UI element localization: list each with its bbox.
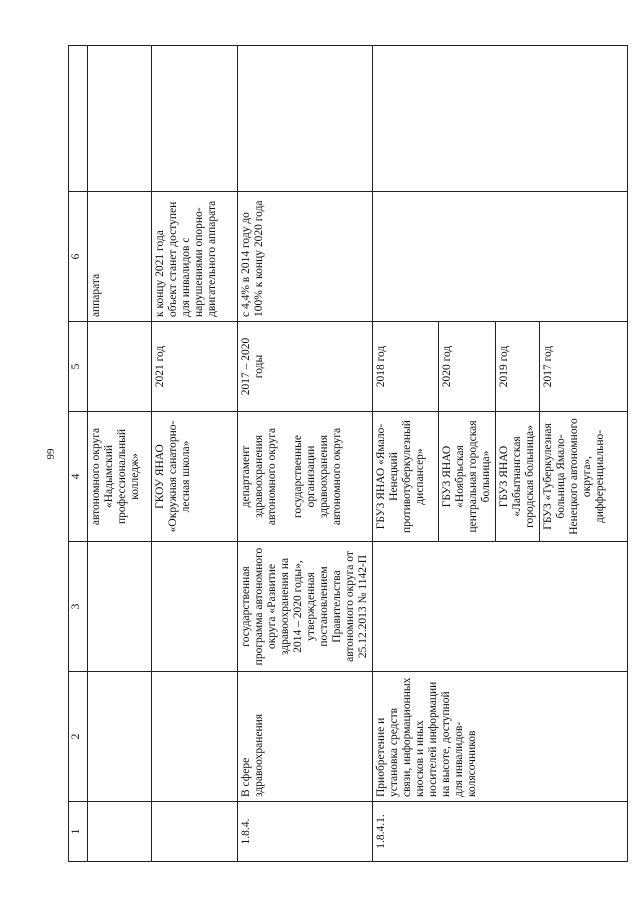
- table-header-row: [69, 46, 88, 862]
- cell-term: 2020 год: [439, 322, 496, 412]
- cell-term: [88, 322, 152, 412]
- cell-measure: В сфере здравоохранения: [238, 672, 373, 802]
- cell-document: [88, 542, 152, 672]
- cell-empty: [373, 46, 628, 192]
- cell-number: [152, 802, 238, 862]
- cell-term: 2017 год: [540, 322, 628, 412]
- cell-result: [373, 192, 628, 322]
- cell-empty: [88, 46, 152, 192]
- cell-term: 2019 год: [496, 322, 540, 412]
- cell-executor: ГБУЗ «Туберкулезная больница Ямало-Ненецкого автономного округа», дифференциально-: [540, 412, 628, 542]
- cell-executor: ГКОУ ЯНАО «Окружная санаторно-лесная школа»: [152, 412, 238, 542]
- cell-document: государственная программа автономного округа «Развитие здравоохранения на 2014 – 2020 годы», утвержденная постановлением Правительства автономного округа от 25.12.2013 № 1142-П: [238, 542, 373, 672]
- table-row: [373, 46, 439, 862]
- cell-number: 1.8.4.1.: [373, 802, 628, 862]
- cell-number: [88, 802, 152, 862]
- cell-result: к концу 2021 года объект станет доступен для инвалидов с нарушениями опорно-двигательного аппарата: [152, 192, 238, 322]
- header-cell-1: 1: [69, 802, 88, 862]
- header-cell-4: 4: [69, 412, 88, 542]
- page-number: 99: [45, 448, 57, 460]
- cell-executor: ГБУЗ ЯНАО «Лабытнангская городская больница»: [496, 412, 540, 542]
- header-cell-2: 2: [69, 672, 88, 802]
- cell-executor: департамент здравоохранения автономного округа государственные организации здравоохранения автономного округа: [238, 412, 373, 542]
- cell-measure: [88, 672, 152, 802]
- table-row: [88, 46, 152, 862]
- cell-document: [373, 542, 628, 672]
- cell-result: аппарата: [88, 192, 152, 322]
- cell-executor: ГБУЗ ЯНАО «Ямало-Ненецкий противотуберкулезный диспансер»: [373, 412, 439, 542]
- cell-document: [152, 542, 238, 672]
- cell-result: с 4,4% в 2014 году до 100% к концу 2020 года: [238, 192, 373, 322]
- table-wrapper: [68, 46, 618, 862]
- measures-table: [68, 45, 628, 862]
- header-cell-5: 5: [69, 322, 88, 412]
- cell-term: 2018 год: [373, 322, 439, 412]
- header-cell-7: [69, 46, 88, 192]
- cell-empty: [152, 46, 238, 192]
- header-cell-6: 6: [69, 192, 88, 322]
- cell-term: 2017 – 2020 годы: [238, 322, 373, 412]
- cell-term: 2021 год: [152, 322, 238, 412]
- cell-executor: автономного округа «Надымский профессиональный колледж»: [88, 412, 152, 542]
- cell-executor: ГБУЗ ЯНАО «Ноябрьская центральная городская больница»: [439, 412, 496, 542]
- cell-number: 1.8.4.: [238, 802, 373, 862]
- cell-measure: Приобретение и установка средств связи, информационных киосков и иных носителей информации на высоте, доступной для инвалидов-колясочников: [373, 672, 628, 802]
- header-cell-3: 3: [69, 542, 88, 672]
- table-row: [152, 46, 238, 862]
- table-row: [238, 46, 373, 862]
- cell-measure: [152, 672, 238, 802]
- cell-empty: [238, 46, 373, 192]
